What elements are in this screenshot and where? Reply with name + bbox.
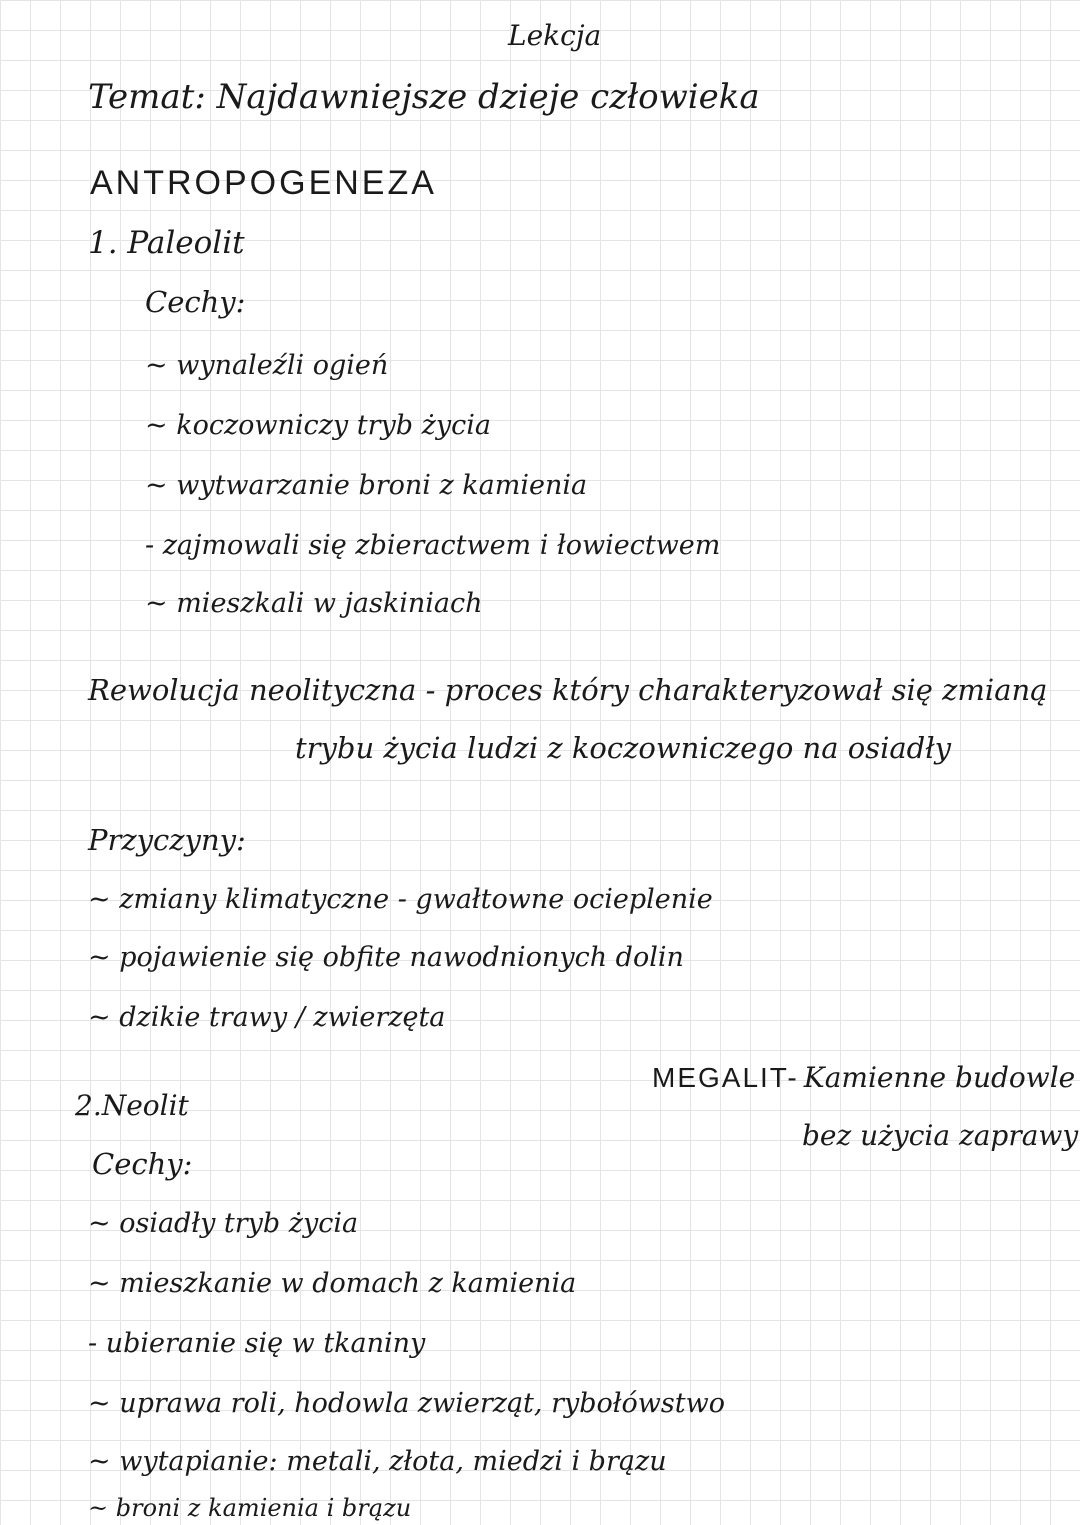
- paleolit-item: ~ wytwarzanie broni z kamienia: [145, 470, 588, 501]
- paleolit-item: - zajmowali się zbieractwem i łowiectwem: [145, 530, 721, 561]
- neolit-item: ~ mieszkanie w domach z kamienia: [88, 1268, 577, 1299]
- main-heading: ANTROPOGENEZA: [90, 164, 437, 202]
- paleolit-item: ~ wynaleźli ogień: [145, 350, 389, 381]
- megalit-term: MEGALIT-: [652, 1062, 799, 1093]
- lesson-header: Lekcja: [508, 19, 602, 52]
- revolution-line-1: [88, 673, 1048, 707]
- paleolit-item: ~ mieszkali w jaskiniach: [145, 588, 483, 619]
- title-prefix: Temat:: [88, 77, 206, 117]
- neolit-item: ~ broni z kamienia i brązu: [88, 1494, 412, 1522]
- revolution-definition-start: - proces który charakteryzował się zmianą: [425, 673, 1048, 707]
- neolit-item: ~ osiadły tryb życia: [88, 1208, 359, 1239]
- title-text: Najdawniejsze dzieje człowieka: [216, 77, 760, 117]
- revolution-term: Rewolucja neolityczna: [88, 673, 417, 707]
- paleolit-subtitle: Cechy:: [145, 285, 246, 319]
- megalit-description-start: Kamienne budowle: [803, 1061, 1076, 1094]
- page-title: [88, 77, 760, 117]
- megalit-definition-line-2: bez użycia zaprawy: [802, 1119, 1079, 1152]
- paleolit-item: ~ koczowniczy tryb życia: [145, 410, 491, 441]
- cause-item: ~ zmiany klimatyczne - gwałtowne ocieplenie: [88, 884, 713, 915]
- megalit-definition-line-1: [652, 1061, 1076, 1094]
- neolit-subtitle: Cechy:: [92, 1147, 193, 1181]
- revolution-line-2: trybu życia ludzi z koczowniczego na osiadły: [295, 731, 951, 765]
- neolit-title: 2.Neolit: [75, 1089, 189, 1122]
- neolit-item: - ubieranie się w tkaniny: [88, 1328, 426, 1359]
- neolit-item: ~ wytapianie: metali, złota, miedzi i brązu: [88, 1446, 667, 1477]
- neolit-item: ~ uprawa roli, hodowla zwierząt, rybołówstwo: [88, 1388, 725, 1419]
- causes-title: Przyczyny:: [88, 823, 246, 857]
- paleolit-title: 1. Paleolit: [88, 225, 245, 261]
- cause-item: ~ pojawienie się obfite nawodnionych dolin: [88, 942, 684, 973]
- cause-item: ~ dzikie trawy / zwierzęta: [88, 1002, 446, 1033]
